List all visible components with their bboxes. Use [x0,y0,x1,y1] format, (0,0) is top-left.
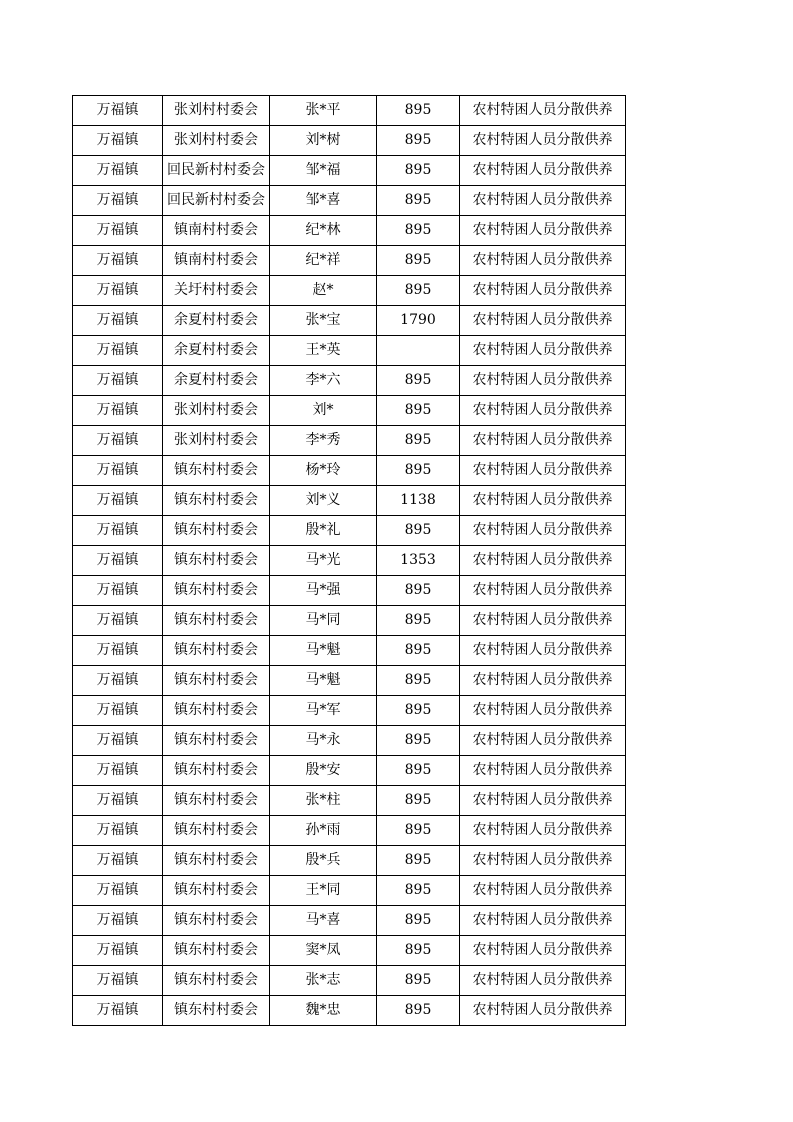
town-cell: 万福镇 [73,546,163,576]
amount-cell: 895 [377,966,460,996]
town-cell: 万福镇 [73,876,163,906]
amount-cell: 895 [377,576,460,606]
type-cell: 农村特困人员分散供养 [460,366,626,396]
name-cell: 殷*安 [270,756,377,786]
table-row [73,996,626,1026]
type-cell: 农村特困人员分散供养 [460,516,626,546]
amount-cell: 895 [377,996,460,1026]
town-cell: 万福镇 [73,936,163,966]
type-cell: 农村特困人员分散供养 [460,966,626,996]
amount-cell: 895 [377,216,460,246]
town-cell: 万福镇 [73,156,163,186]
type-cell: 农村特困人员分散供养 [460,756,626,786]
village-cell: 镇东村村委会 [163,486,270,516]
table-row [73,876,626,906]
village-cell: 张刘村村委会 [163,96,270,126]
amount-cell: 895 [377,756,460,786]
table-row [73,486,626,516]
name-cell: 邹*福 [270,156,377,186]
table-row [73,276,626,306]
table-row [73,906,626,936]
name-cell: 王*同 [270,876,377,906]
town-cell: 万福镇 [73,756,163,786]
name-cell: 殷*礼 [270,516,377,546]
town-cell: 万福镇 [73,786,163,816]
amount-cell: 1790 [377,306,460,336]
village-cell: 余夏村村委会 [163,366,270,396]
village-cell: 镇东村村委会 [163,996,270,1026]
amount-cell: 895 [377,876,460,906]
amount-cell: 895 [377,726,460,756]
town-cell: 万福镇 [73,816,163,846]
type-cell: 农村特困人员分散供养 [460,726,626,756]
type-cell: 农村特困人员分散供养 [460,546,626,576]
table-body [73,96,626,1026]
type-cell: 农村特困人员分散供养 [460,336,626,366]
name-cell: 殷*兵 [270,846,377,876]
type-cell: 农村特困人员分散供养 [460,816,626,846]
type-cell: 农村特困人员分散供养 [460,246,626,276]
name-cell: 张*平 [270,96,377,126]
town-cell: 万福镇 [73,336,163,366]
table-row [73,696,626,726]
amount-cell: 895 [377,426,460,456]
amount-cell: 895 [377,246,460,276]
village-cell: 镇东村村委会 [163,606,270,636]
type-cell: 农村特困人员分散供养 [460,576,626,606]
amount-cell: 895 [377,906,460,936]
amount-cell: 895 [377,96,460,126]
village-cell: 关圩村村委会 [163,276,270,306]
village-cell: 张刘村村委会 [163,426,270,456]
amount-cell: 895 [377,636,460,666]
table-row [73,306,626,336]
table-row [73,636,626,666]
type-cell: 农村特困人员分散供养 [460,96,626,126]
town-cell: 万福镇 [73,606,163,636]
village-cell: 镇东村村委会 [163,516,270,546]
data-table [72,95,626,1026]
name-cell: 纪*祥 [270,246,377,276]
type-cell: 农村特困人员分散供养 [460,936,626,966]
name-cell: 孙*雨 [270,816,377,846]
village-cell: 镇东村村委会 [163,576,270,606]
type-cell: 农村特困人员分散供养 [460,426,626,456]
amount-cell: 895 [377,396,460,426]
town-cell: 万福镇 [73,966,163,996]
type-cell: 农村特困人员分散供养 [460,396,626,426]
table-row [73,816,626,846]
village-cell: 镇东村村委会 [163,876,270,906]
village-cell: 镇东村村委会 [163,456,270,486]
village-cell: 镇东村村委会 [163,666,270,696]
table-row [73,216,626,246]
name-cell: 邹*喜 [270,186,377,216]
amount-cell [377,336,460,366]
type-cell: 农村特困人员分散供养 [460,156,626,186]
town-cell: 万福镇 [73,426,163,456]
table-row [73,126,626,156]
table-row [73,96,626,126]
amount-cell: 1138 [377,486,460,516]
name-cell: 马*永 [270,726,377,756]
village-cell: 余夏村村委会 [163,336,270,366]
table-row [73,246,626,276]
type-cell: 农村特困人员分散供养 [460,486,626,516]
amount-cell: 895 [377,936,460,966]
name-cell: 张*宝 [270,306,377,336]
type-cell: 农村特困人员分散供养 [460,876,626,906]
amount-cell: 895 [377,696,460,726]
town-cell: 万福镇 [73,906,163,936]
name-cell: 马*光 [270,546,377,576]
type-cell: 农村特困人员分散供养 [460,276,626,306]
town-cell: 万福镇 [73,666,163,696]
name-cell: 刘*义 [270,486,377,516]
amount-cell: 895 [377,516,460,546]
name-cell: 张*柱 [270,786,377,816]
village-cell: 镇东村村委会 [163,966,270,996]
type-cell: 农村特困人员分散供养 [460,186,626,216]
village-cell: 镇东村村委会 [163,726,270,756]
name-cell: 李*六 [270,366,377,396]
name-cell: 赵* [270,276,377,306]
table-row [73,936,626,966]
type-cell: 农村特困人员分散供养 [460,126,626,156]
village-cell: 余夏村村委会 [163,306,270,336]
amount-cell: 895 [377,606,460,636]
town-cell: 万福镇 [73,216,163,246]
town-cell: 万福镇 [73,996,163,1026]
amount-cell: 1353 [377,546,460,576]
town-cell: 万福镇 [73,636,163,666]
amount-cell: 895 [377,186,460,216]
name-cell: 纪*林 [270,216,377,246]
table-row [73,516,626,546]
table-row [73,666,626,696]
table-row [73,576,626,606]
type-cell: 农村特困人员分散供养 [460,696,626,726]
town-cell: 万福镇 [73,486,163,516]
type-cell: 农村特困人员分散供养 [460,666,626,696]
table-row [73,366,626,396]
village-cell: 镇东村村委会 [163,786,270,816]
name-cell: 杨*玲 [270,456,377,486]
town-cell: 万福镇 [73,126,163,156]
type-cell: 农村特困人员分散供养 [460,606,626,636]
type-cell: 农村特困人员分散供养 [460,786,626,816]
type-cell: 农村特困人员分散供养 [460,846,626,876]
amount-cell: 895 [377,276,460,306]
table-row [73,426,626,456]
table-row [73,336,626,366]
amount-cell: 895 [377,816,460,846]
type-cell: 农村特困人员分散供养 [460,456,626,486]
town-cell: 万福镇 [73,726,163,756]
village-cell: 镇东村村委会 [163,846,270,876]
type-cell: 农村特困人员分散供养 [460,636,626,666]
name-cell: 窦*凤 [270,936,377,966]
name-cell: 马*魁 [270,666,377,696]
table-row [73,156,626,186]
village-cell: 镇东村村委会 [163,936,270,966]
table-row [73,786,626,816]
village-cell: 镇东村村委会 [163,756,270,786]
town-cell: 万福镇 [73,396,163,426]
name-cell: 马*同 [270,606,377,636]
town-cell: 万福镇 [73,186,163,216]
village-cell: 镇东村村委会 [163,546,270,576]
amount-cell: 895 [377,366,460,396]
village-cell: 回民新村村委会 [163,156,270,186]
town-cell: 万福镇 [73,306,163,336]
amount-cell: 895 [377,126,460,156]
village-cell: 镇东村村委会 [163,636,270,666]
town-cell: 万福镇 [73,846,163,876]
town-cell: 万福镇 [73,366,163,396]
town-cell: 万福镇 [73,246,163,276]
town-cell: 万福镇 [73,516,163,546]
amount-cell: 895 [377,846,460,876]
table-row [73,726,626,756]
village-cell: 张刘村村委会 [163,126,270,156]
table-row [73,966,626,996]
table-row [73,546,626,576]
name-cell: 马*魁 [270,636,377,666]
table-row [73,756,626,786]
table-row [73,186,626,216]
town-cell: 万福镇 [73,96,163,126]
village-cell: 镇东村村委会 [163,696,270,726]
amount-cell: 895 [377,156,460,186]
town-cell: 万福镇 [73,696,163,726]
village-cell: 张刘村村委会 [163,396,270,426]
table-row [73,846,626,876]
town-cell: 万福镇 [73,456,163,486]
town-cell: 万福镇 [73,576,163,606]
name-cell: 马*军 [270,696,377,726]
name-cell: 李*秀 [270,426,377,456]
name-cell: 魏*忠 [270,996,377,1026]
name-cell: 刘*树 [270,126,377,156]
type-cell: 农村特困人员分散供养 [460,216,626,246]
type-cell: 农村特困人员分散供养 [460,996,626,1026]
village-cell: 回民新村村委会 [163,186,270,216]
amount-cell: 895 [377,786,460,816]
village-cell: 镇东村村委会 [163,816,270,846]
table-row [73,456,626,486]
town-cell: 万福镇 [73,276,163,306]
name-cell: 张*志 [270,966,377,996]
name-cell: 马*喜 [270,906,377,936]
amount-cell: 895 [377,666,460,696]
village-cell: 镇东村村委会 [163,906,270,936]
name-cell: 刘* [270,396,377,426]
type-cell: 农村特困人员分散供养 [460,306,626,336]
name-cell: 王*英 [270,336,377,366]
table-row [73,396,626,426]
name-cell: 马*强 [270,576,377,606]
amount-cell: 895 [377,456,460,486]
village-cell: 镇南村村委会 [163,216,270,246]
type-cell: 农村特困人员分散供养 [460,906,626,936]
table-row [73,606,626,636]
village-cell: 镇南村村委会 [163,246,270,276]
